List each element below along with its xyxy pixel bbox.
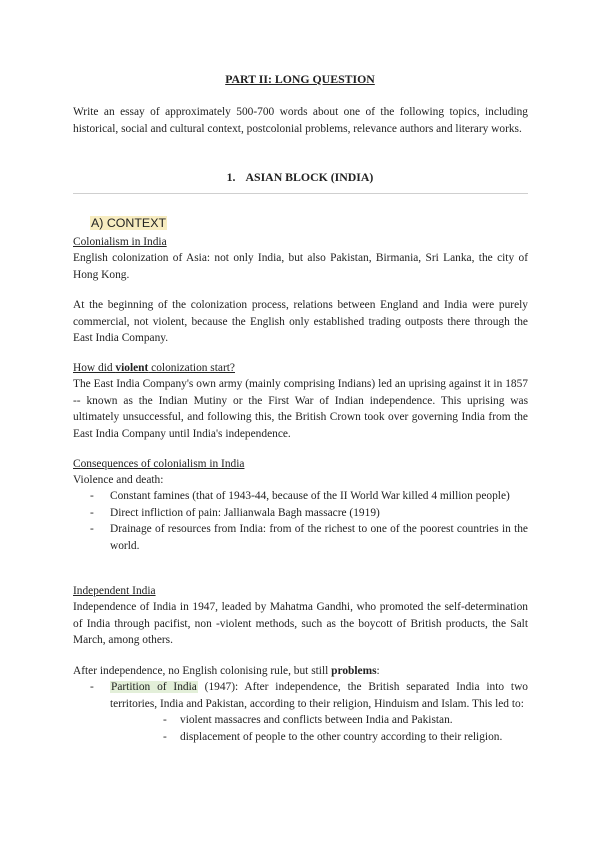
independent-paragraph: Independence of India in 1947, leaded by Mahatma Gandhi, who promoted the self-determination of India through pacifist, non -violent methods, such as the boycott of British products, the Salt March, among others. xyxy=(73,601,528,646)
partition-sublist xyxy=(110,712,528,745)
horizontal-rule xyxy=(73,193,528,194)
context-heading xyxy=(90,215,167,232)
after-post: : xyxy=(376,665,380,677)
independent-title: Independent India xyxy=(73,585,156,597)
list-item xyxy=(73,488,528,505)
section-title xyxy=(0,169,600,186)
partition-label: Partition of India xyxy=(111,681,197,693)
colonialism-title: Colonialism in India xyxy=(73,236,167,248)
dash-marker: - xyxy=(90,506,94,519)
violent-title-bold: violent xyxy=(115,362,149,374)
consequences-lead: Violence and death: xyxy=(73,474,164,486)
list-item xyxy=(73,505,528,522)
consequences-list xyxy=(73,488,528,554)
violent-title xyxy=(73,360,235,377)
dash-marker: - xyxy=(90,490,94,502)
after-pre: After independence, no English colonising rule, but still xyxy=(73,665,332,677)
colonialism-paragraph-1: English colonization of Asia: not only India, but also Pakistan, Birmania, Sri Lanka, the city of Hong Kong. xyxy=(73,252,528,281)
dash-marker: - xyxy=(90,681,94,693)
violent-title-pre: How did xyxy=(73,362,116,374)
sub-list-item xyxy=(110,729,528,746)
section-title-text: ASIAN BLOCK (INDIA) xyxy=(245,170,374,184)
consequences-title: Consequences of colonialism in India xyxy=(73,458,245,470)
dash-marker: - xyxy=(163,730,167,743)
dash-marker: - xyxy=(163,714,167,726)
sub-list-item-text: violent massacres and conflicts between India and Pakistan. xyxy=(180,714,453,726)
list-item-text: Direct infliction of pain: Jallianwala Bagh massacre (1919) xyxy=(110,506,380,519)
list-item xyxy=(73,679,528,745)
section-number: 1. xyxy=(226,170,236,184)
sub-list-item xyxy=(110,712,528,729)
violent-paragraph: The East India Company's own army (mainly comprising Indians) led an uprising against it in 1857 -- known as the Indian Mutiny or the First War of Indian independence. This uprising was ultimately unsuccessful, and following this, the British Crown took over governing India from the East India Company until India's independence. xyxy=(73,378,528,440)
sub-list-item-text: displacement of people to the other country according to their religion. xyxy=(180,730,503,743)
page-heading: PART II: LONG QUESTION xyxy=(225,72,375,86)
problems-list xyxy=(73,679,528,745)
after-independence-line xyxy=(73,663,528,680)
list-item-text: Drainage of resources from India: from of the richest to one of the poorest countries in the world. xyxy=(110,523,528,552)
partition-text: (1947): After independence, the British separated India into two territories, India and Pakistan, according to their religion, Hinduism and Islam. This led to: xyxy=(110,681,528,710)
list-item-text: Constant famines (that of 1943-44, because of the II World War killed 4 million people) xyxy=(110,490,510,502)
context-highlight: A) CONTEXT xyxy=(91,216,167,230)
intro-paragraph: Write an essay of approximately 500-700 words about one of the following topics, including historical, social and cultural context, postcolonial problems, relevance authors and literary works. xyxy=(73,106,528,135)
list-item xyxy=(73,521,528,554)
dash-marker: - xyxy=(90,523,94,535)
colonialism-paragraph-2: At the beginning of the colonization process, relations between England and India were purely commercial, not violent, because the English only established trading outposts there through the East India Company. xyxy=(73,299,528,344)
after-bold: problems xyxy=(331,665,377,677)
violent-title-post: colonization start? xyxy=(148,362,235,374)
